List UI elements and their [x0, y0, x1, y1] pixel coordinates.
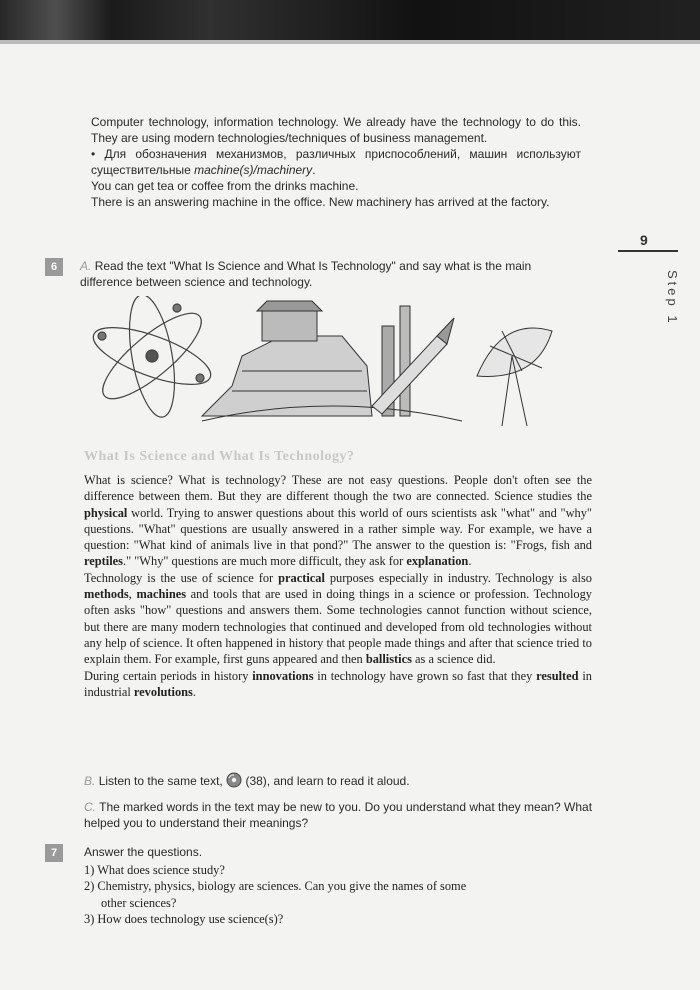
task-6b-text-before: Listen to the same text, — [98, 774, 223, 788]
question-item: 1) What does science study? — [84, 863, 225, 877]
science-technology-illustration — [82, 296, 562, 436]
section-label: Step 1 — [665, 270, 680, 326]
question-item: 2) Chemistry, physics, biology are sciences. Can you give the names of some — [84, 879, 467, 894]
text-run: What is science? What is technology? These are not easy questions. People don't often see the difference between them. But they are different though the two are connected. Science studies the — [84, 473, 592, 504]
marked-word-methods: methods — [84, 587, 129, 602]
task-6b-text-after: (38), and learn to read it aloud. — [245, 774, 410, 788]
marked-word-machines: machines — [136, 587, 187, 602]
text-run: in industrial — [84, 668, 592, 699]
intro-block — [91, 114, 581, 210]
audio-disc-icon[interactable] — [226, 772, 242, 788]
marked-word-practical: practical — [278, 570, 325, 585]
task-number-6: 6 — [45, 258, 63, 276]
header-texture — [0, 0, 700, 44]
satellite-dish-drawing — [477, 328, 552, 426]
text-run: in technology have grown so fast that they — [313, 668, 537, 683]
text-run: purposes especially in industry. Technology is also — [324, 570, 592, 585]
text-run: as a science did. — [411, 652, 496, 667]
marked-word-reptiles: reptiles — [84, 554, 123, 569]
intro-line-2-prefix: • Для обозначения механизмов, различных приспособлений, машин используют существительные — [91, 147, 581, 177]
intro-line-3: You can get tea or coffee from the drinks machine. — [91, 179, 359, 193]
text-run: ." "Why" questions are much more difficult, they ask for — [123, 554, 407, 569]
task-6b-letter: B. — [84, 774, 96, 788]
text-run: , — [128, 587, 137, 602]
task-6a-letter: A. — [80, 259, 92, 273]
marked-word-explanation: explanation — [406, 554, 469, 569]
task-6a — [80, 258, 585, 290]
text-run: . — [192, 684, 196, 699]
page-header-band — [0, 0, 700, 44]
marked-word-physical: physical — [84, 505, 128, 520]
marked-word-revolutions: revolutions — [133, 684, 193, 699]
text-run: and tools that are used in doing things in a science or profession. Technology often asks "how" questions and answers them. Some technologies cannot function without science, but there are many modern technologies that continued and developed from old technologies without any help of science. It often happened in history that people made things and after that science tried to explain them. For example, first guns appeared and then — [84, 587, 592, 667]
task-6b — [84, 772, 584, 789]
atom-drawing — [87, 296, 217, 421]
task-number-7: 7 — [45, 844, 63, 862]
task-7-instruction: Answer the questions. — [84, 845, 203, 859]
question-list — [84, 862, 594, 927]
task-6c-letter: C. — [84, 800, 96, 814]
task-6a-text: Read the text "What Is Science and What Is Technology" and say what is the main difference between science and technology. — [80, 259, 532, 289]
intro-line-2-suffix: . — [312, 163, 316, 177]
intro-line-2 — [91, 146, 581, 178]
article-paragraph-3 — [84, 668, 592, 701]
marked-word-ballistics: ballistics — [365, 652, 412, 667]
article-paragraph-2 — [84, 570, 592, 668]
question-item-continued: other sciences? — [101, 895, 177, 910]
intro-line-2-italic: machine(s)/machinery — [194, 163, 313, 177]
article-paragraph-1 — [84, 472, 592, 570]
text-run: world. Trying to answer questions about this world of ours scientists ask "what" and "why" questions. "What" questions are usually answered in a rather simple way. For example, we have a question: "What kind of animals live in that pond?" The answer to the question is: "Frogs, fish and — [84, 505, 592, 553]
article-body — [84, 472, 592, 700]
header-rule — [0, 40, 700, 44]
text-run: During certain periods in history — [84, 668, 253, 683]
marked-word-resulted: resulted — [536, 668, 579, 683]
question-item: 3) How does technology use science(s)? — [84, 911, 284, 926]
text-run: Technology is the use of science for — [84, 570, 279, 585]
article-title: What Is Science and What Is Technology? — [84, 449, 355, 464]
intro-line-1: Computer technology, information technology. We already have the technology to do this. They are using modern technologies/techniques of business management. — [91, 115, 581, 145]
task-6c-text: The marked words in the text may be new to you. Do you understand what they mean? What helped you to understand their meanings? — [84, 800, 593, 830]
text-run: . — [468, 554, 472, 569]
page-number: 9 — [640, 232, 648, 248]
intro-line-4: There is an answering machine in the office. New machinery has arrived at the factory. — [91, 195, 550, 209]
marked-word-innovations: innovations — [252, 668, 314, 683]
task-6c — [84, 799, 594, 831]
page-number-marker — [618, 230, 678, 252]
